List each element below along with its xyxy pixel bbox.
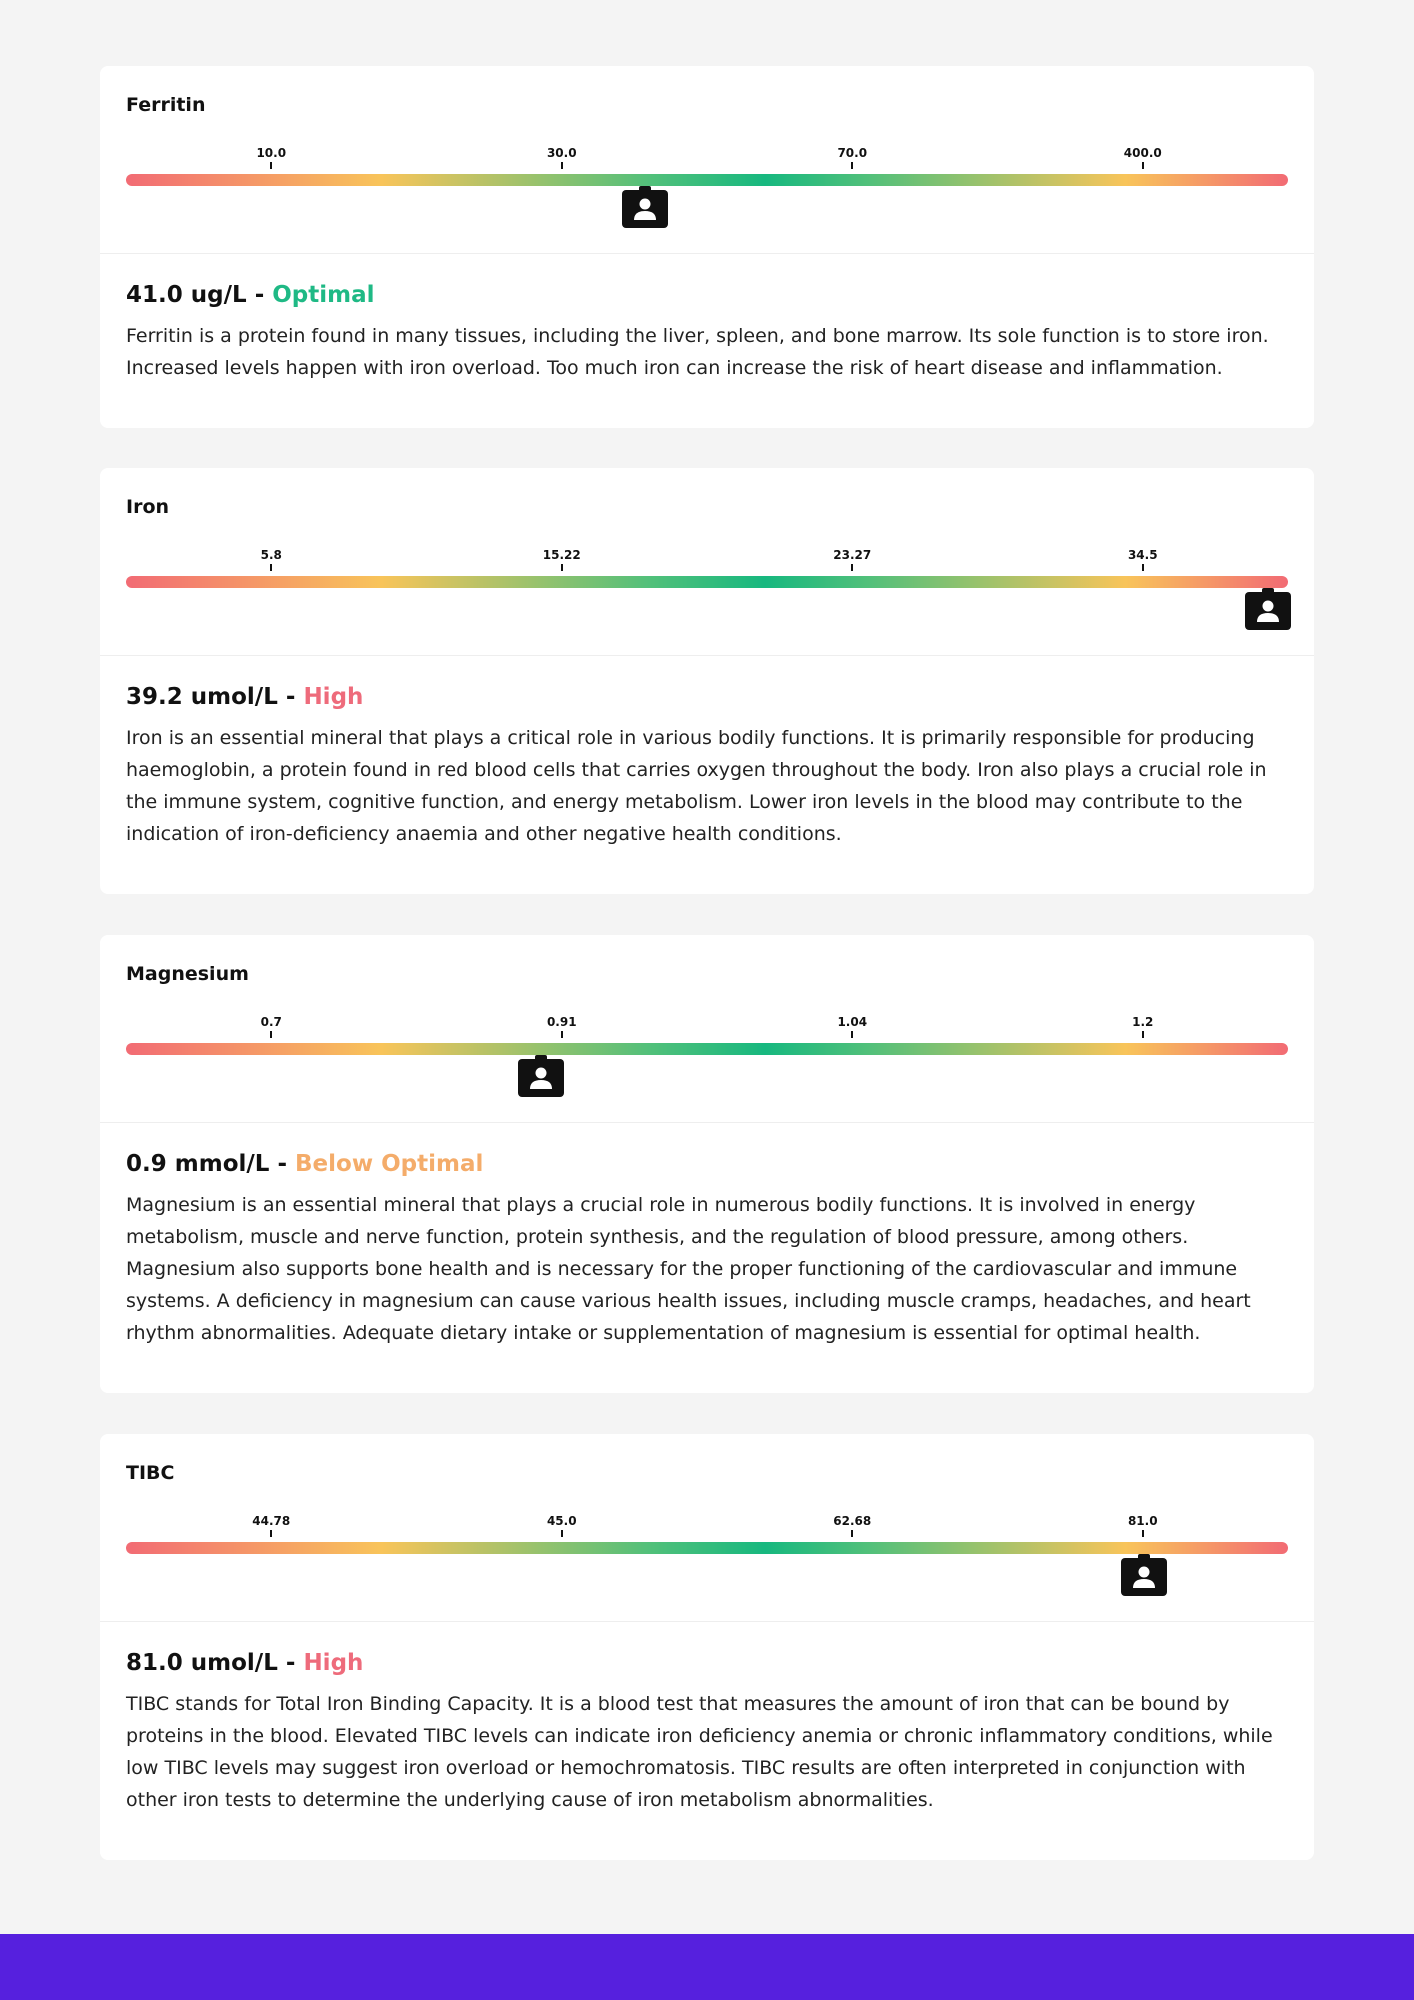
tick-label: 81.0 — [1127, 1514, 1158, 1528]
value-unit: umol/L — [190, 684, 278, 710]
tick-label: 45.0 — [546, 1514, 577, 1528]
tick-label: 1.2 — [1132, 1015, 1154, 1029]
marker-description: Iron is an essential mineral that plays a critical role in various bodily functions. It is primarily responsible for producing haemoglobin, a protein found in red blood cells that carries oxygen throughout the body. Iron also plays a crucial role in the immune system, cognitive function, and energy metabolism. Lower iron levels in the blood may contribute to the indication of iron-deficiency anaemia and other negative health conditions. — [126, 727, 1267, 845]
marker-card-magnesium — [100, 935, 1314, 1393]
value-number: 39.2 — [126, 684, 183, 710]
result-section — [100, 656, 1314, 850]
status-label: High — [303, 684, 364, 710]
value-separator: - — [285, 1650, 296, 1676]
tick-label: 400.0 — [1123, 146, 1162, 160]
tick-label: 0.91 — [546, 1015, 577, 1029]
tick-label: 44.78 — [252, 1514, 291, 1528]
range-gradient-bar — [126, 174, 1288, 186]
user-position-icon — [1245, 588, 1291, 630]
marker-card-tibc — [100, 1434, 1314, 1860]
result-value — [126, 684, 1288, 710]
range-section — [100, 468, 1314, 656]
value-unit: umol/L — [190, 1650, 278, 1676]
range-section — [100, 935, 1314, 1123]
value-number: 81.0 — [126, 1650, 183, 1676]
tick-label: 0.7 — [260, 1015, 282, 1029]
value-separator: - — [285, 684, 296, 710]
tick-mark — [851, 162, 853, 169]
marker-card-ferritin — [100, 66, 1314, 428]
tick-mark — [561, 162, 563, 169]
range-tick — [231, 146, 311, 169]
range-tick — [1103, 1514, 1183, 1537]
range-tick — [231, 1015, 311, 1038]
range-tick — [522, 1514, 602, 1537]
range-tick — [522, 1015, 602, 1038]
tick-label: 30.0 — [546, 146, 577, 160]
value-unit: ug/L — [190, 282, 247, 308]
value-separator: - — [277, 1151, 288, 1177]
tick-mark — [1142, 564, 1144, 571]
range-tick — [522, 146, 602, 169]
range-section — [100, 1434, 1314, 1622]
tick-label: 34.5 — [1127, 548, 1158, 562]
tick-mark — [561, 564, 563, 571]
value-number: 41.0 — [126, 282, 183, 308]
tick-mark — [270, 1031, 272, 1038]
tick-mark — [270, 564, 272, 571]
range-scale — [126, 1514, 1288, 1554]
tick-label: 23.27 — [833, 548, 872, 562]
tick-mark — [1142, 1530, 1144, 1537]
tick-mark — [1142, 162, 1144, 169]
tick-mark — [270, 1530, 272, 1537]
range-tick — [812, 146, 892, 169]
range-gradient-bar — [126, 1542, 1288, 1554]
user-position-icon — [622, 186, 668, 228]
range-scale — [126, 1015, 1288, 1055]
tick-label: 70.0 — [837, 146, 868, 160]
marker-title: TIBC — [126, 1462, 175, 1484]
range-gradient-bar — [126, 1043, 1288, 1055]
value-number: 0.9 — [126, 1151, 167, 1177]
user-position-icon — [518, 1055, 564, 1097]
tick-mark — [270, 162, 272, 169]
range-tick — [522, 548, 602, 571]
marker-title: Magnesium — [126, 963, 249, 985]
marker-description: TIBC stands for Total Iron Binding Capacity. It is a blood test that measures the amount of iron that can be bound by proteins in the blood. Elevated TIBC levels can indicate iron deficiency anemia or chronic inflammatory conditions, while low TIBC levels may suggest iron overload or hemochromatosis. TIBC results are often interpreted in conjunction with other iron tests to determine the underlying cause of iron metabolism abnormalities. — [126, 1693, 1273, 1811]
marker-title: Ferritin — [126, 94, 206, 116]
value-unit: mmol/L — [174, 1151, 270, 1177]
user-position-icon — [1121, 1554, 1167, 1596]
range-scale — [126, 548, 1288, 588]
tick-label: 1.04 — [837, 1015, 868, 1029]
result-value — [126, 1151, 1288, 1177]
range-section — [100, 66, 1314, 254]
status-label: Optimal — [272, 282, 375, 308]
result-value — [126, 1650, 1288, 1676]
tick-mark — [1142, 1031, 1144, 1038]
range-scale — [126, 146, 1288, 186]
range-tick — [231, 548, 311, 571]
tick-mark — [851, 1530, 853, 1537]
range-tick — [1103, 548, 1183, 571]
tick-label: 62.68 — [833, 1514, 872, 1528]
tick-label: 10.0 — [256, 146, 287, 160]
marker-description: Ferritin is a protein found in many tissues, including the liver, spleen, and bone marrow. Its sole function is to store iron. Increased levels happen with iron overload. Too much iron can increase the risk of heart disease and inflammation. — [126, 325, 1269, 379]
range-tick — [812, 1514, 892, 1537]
result-section — [100, 1123, 1314, 1349]
result-section — [100, 254, 1314, 384]
tick-label: 15.22 — [542, 548, 581, 562]
range-tick — [812, 1015, 892, 1038]
status-label: High — [303, 1650, 364, 1676]
marker-title: Iron — [126, 496, 170, 518]
range-gradient-bar — [126, 576, 1288, 588]
range-tick — [1103, 146, 1183, 169]
tick-mark — [561, 1031, 563, 1038]
tick-mark — [851, 564, 853, 571]
result-section — [100, 1622, 1314, 1816]
marker-description: Magnesium is an essential mineral that plays a crucial role in numerous bodily functions. It is involved in energy metabolism, muscle and nerve function, protein synthesis, and the regulation of blood pressure, among others. Magnesium also supports bone health and is necessary for the proper functioning of the cardiovascular and immune systems. A deficiency in magnesium can cause various health issues, including muscle cramps, headaches, and heart rhythm abnormalities. Adequate dietary intake or supplementation of magnesium is essential for optimal health. — [126, 1194, 1251, 1344]
result-value — [126, 282, 1288, 308]
footer-bar — [0, 1934, 1414, 2000]
marker-card-iron — [100, 468, 1314, 894]
tick-mark — [561, 1530, 563, 1537]
range-tick — [812, 548, 892, 571]
range-tick — [1103, 1015, 1183, 1038]
value-separator: - — [254, 282, 265, 308]
status-label: Below Optimal — [295, 1151, 484, 1177]
tick-label: 5.8 — [260, 548, 282, 562]
range-tick — [231, 1514, 311, 1537]
tick-mark — [851, 1031, 853, 1038]
